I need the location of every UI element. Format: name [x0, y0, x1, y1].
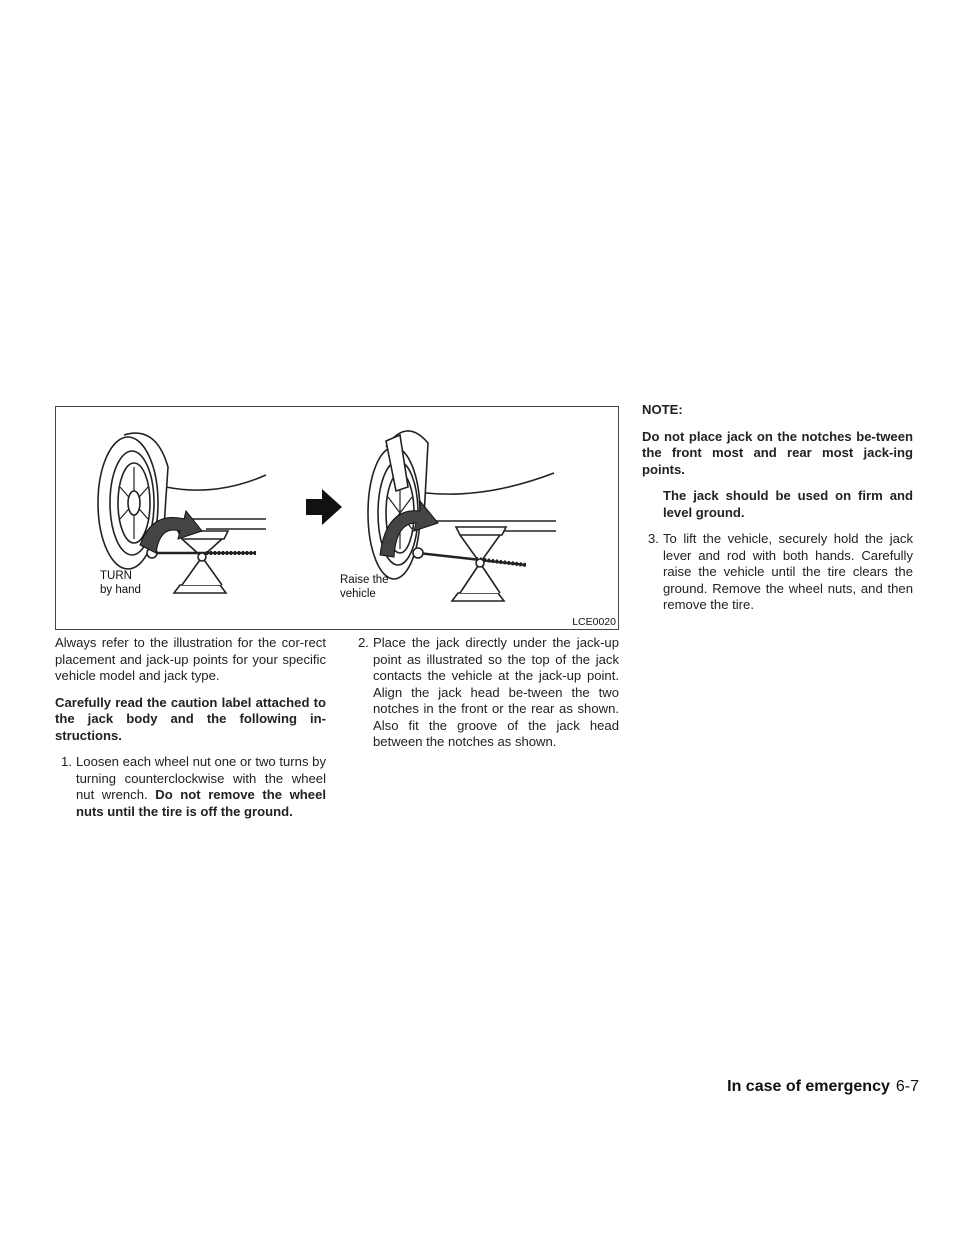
right-arrow-icon [306, 489, 342, 525]
page-number: 6-7 [895, 1078, 919, 1095]
middle-column [352, 635, 619, 751]
right-column [642, 402, 913, 614]
figure-label-by-hand: by hand [100, 584, 141, 596]
page-footer [727, 1078, 919, 1096]
figure-label-raise: Raise the [340, 574, 389, 586]
step-3 [642, 531, 913, 614]
step-1-text: Loosen each wheel nut one or two turns by turning counterclockwise with the wheel nut wrench. [76, 754, 326, 802]
figure-code: LCE0020 [572, 616, 616, 628]
note-title: NOTE: [642, 402, 683, 417]
figure-label-turn: TURN [100, 570, 132, 582]
jack-icon [147, 531, 256, 593]
step-1-warning: Do not remove the wheel nuts until the tire is off the ground. [76, 787, 326, 819]
step-2-number: 2. [358, 635, 369, 650]
step-1-number: 1. [61, 754, 72, 769]
jack-illustration [55, 406, 619, 630]
note-body: The jack should be used on firm and level ground. [663, 488, 913, 520]
step-2 [352, 635, 619, 751]
step-1 [55, 754, 326, 820]
jack-icon [413, 527, 526, 601]
section-title: In case of emergency [727, 1078, 890, 1095]
caution-paragraph: Carefully read the caution label attached to the jack body and the following in-structions. [55, 694, 326, 743]
intro-paragraph: Always refer to the illustration for the cor-rect placement and jack-up points for your specific vehicle model and jack type. [55, 635, 326, 683]
wheel-icon [98, 433, 266, 569]
figure-label-vehicle: vehicle [340, 588, 376, 600]
note-text: Do not place jack on the notches be-tween the front most and rear most jack-ing points. [642, 428, 913, 477]
left-column [55, 635, 326, 820]
step-2-text: Place the jack directly under the jack-up point as illustrated so the top of the jack contacts the vehicle at the jack-up point. Align the jack head be-tween the two notches in the front or the rear as shown. Also fit the groove of the jack head between the notches as shown. [373, 635, 619, 749]
step-3-text: To lift the vehicle, securely hold the jack lever and rod with both hands. Carefully raise the vehicle until the tire clears the ground. Remove the wheel nuts, and then remove the tire. [663, 531, 913, 612]
step-3-number: 3. [648, 531, 659, 546]
